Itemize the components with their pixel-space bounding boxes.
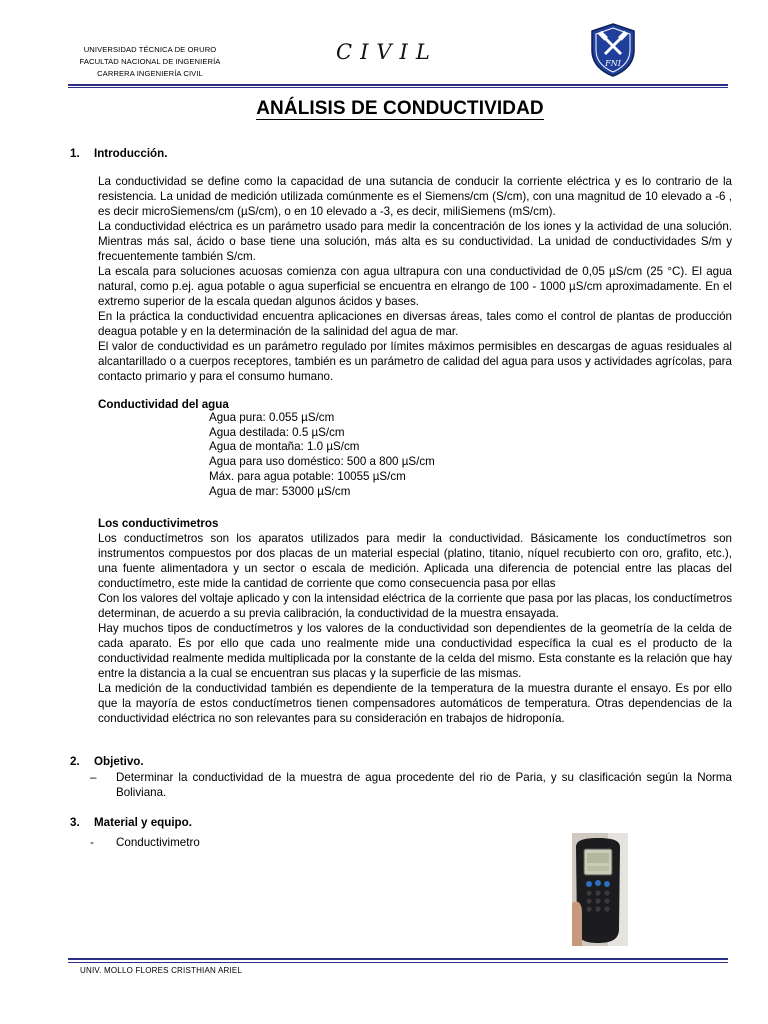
paragraph: En la práctica la conductividad encuentra aplicaciones en diversas áreas, tales como el control de plantas de producción deagua potable y en la determinación de la salinidad del agua de mar. bbox=[98, 310, 732, 338]
institution-line: UNIVERSIDAD TÉCNICA DE ORURO bbox=[83, 45, 217, 54]
institution-block bbox=[70, 44, 230, 80]
list-item: Máx. para agua potable: 10055 µS/cm bbox=[209, 469, 406, 483]
header-rule-thin bbox=[68, 87, 728, 88]
footer-rule-thin bbox=[68, 962, 728, 963]
section-number: 2. bbox=[70, 755, 80, 768]
section-materials-heading bbox=[70, 815, 192, 830]
objective-text: Determinar la conductividad de la muestra de agua procedente del rio de Paria, y su clasificación según la Norma Boliviana. bbox=[116, 771, 732, 799]
section-number: 1. bbox=[70, 147, 80, 160]
section-title: Introducción. bbox=[94, 147, 168, 160]
footer-rule bbox=[68, 958, 728, 960]
section-introduction-heading bbox=[70, 146, 167, 161]
paragraph: El valor de conductividad es un parámetro regulado por límites máximos permisibles en descargas de aguas residuales al alcantarillado o a cuerpos receptores, también es un parámetro de calidad del agua para usos y actividades agrícolas, para contacto primario y para el consumo humano. bbox=[98, 340, 732, 383]
list-item: Agua de mar: 53000 µS/cm bbox=[209, 484, 351, 498]
footer-author: UNIV. MOLLO FLORES CRISTHIAN ARIEL bbox=[80, 966, 243, 975]
paragraph: La medición de la conductividad también es dependiente de la temperatura de la muestra durante el ensayo. Es por ello que la mayoría de estos conductímetros tienen compensadores automáticos de temperatura. Otras dependencias de la conductividad eléctrica no son relevantes para su consideración en trabajos de hidroponía. bbox=[98, 682, 732, 725]
section-number: 3. bbox=[70, 816, 80, 829]
bullet-dash: - bbox=[90, 836, 94, 849]
conductimeters-body bbox=[98, 531, 732, 726]
document-title bbox=[0, 98, 768, 120]
institution-line: CARRERA INGENIERÍA CIVIL bbox=[97, 69, 203, 78]
paragraph: Con los valores del voltaje aplicado y con la intensidad eléctrica de la corriente que pasa por las placas, los conductímetros determinan, de acuerdo a su previa calibración, la conductividad de la muestra ensayada. bbox=[98, 592, 732, 620]
water-conductivity-list bbox=[209, 411, 435, 499]
conductivimeter-illustration bbox=[572, 833, 628, 946]
paragraph: Hay muchos tipos de conductímetros y los valores de la conductividad son dependientes de la geometría de la celda de cada aparato. Es por ello que cada uno realmente mide una conductividad específica la cual es el producto de la conductividad realmente medida multiplicada por la constante de la celda del mismo. Esta constante es la relación que hay entre la distancia a la cual se encuentran sus placas y la superficie de las mismas. bbox=[98, 622, 732, 680]
objective-item bbox=[90, 770, 732, 800]
civil-wordmark: CIVIL bbox=[336, 40, 438, 64]
water-conductivity-heading: Conductividad del agua bbox=[98, 398, 229, 411]
logo-text: FNI bbox=[605, 59, 621, 68]
list-item: Agua para uso doméstico: 500 a 800 µS/cm bbox=[209, 455, 435, 469]
paragraph: La escala para soluciones acuosas comienza con agua ultrapura con una conductividad de 0,05 µS/cm (25 °C). El agua natural, como p.ej. agua potable o agua superficial se encuentra en elrango de 100 - 1000 µS/cm aproximadamente. En el extremo superior de la escala quedan algunos ácidos y bases. bbox=[98, 265, 732, 308]
list-item: Agua de montaña: 1.0 µS/cm bbox=[209, 440, 360, 454]
list-item: Agua destilada: 0.5 µS/cm bbox=[209, 425, 345, 439]
institution-line: FACULTAD NACIONAL DE INGENIERÍA bbox=[79, 57, 221, 66]
conductimeters-heading: Los conductivimetros bbox=[98, 517, 219, 530]
conductivimeter-photo bbox=[572, 833, 628, 946]
section-title: Objetivo. bbox=[94, 755, 144, 768]
bullet-dash: – bbox=[90, 771, 97, 784]
section-objective-heading bbox=[70, 754, 144, 769]
materials-text: Conductivimetro bbox=[116, 836, 200, 849]
paragraph: La conductividad eléctrica es un parámetro usado para medir la concentración de los iones y la actividad de una solución. Mientras más sal, ácido o base tiene una solución, más alta es su conductividad. La unidad de conductividades S/m y frecuentemente también S/cm. bbox=[98, 220, 732, 263]
header-rule bbox=[68, 84, 728, 86]
introduction-body bbox=[98, 174, 732, 384]
paragraph: Los conductímetros son los aparatos utilizados para medir la conductividad. Básicamente los conductímetros son instrumentos compuestos por dos placas de un material especial (platino, titanio, níquel recubierto con oro, grafito, etc.), una fuente alimentadora y un sector o escala de medición. Aplicada una diferencia de potencial entre las placas del conductímetro, este mide la cantidad de corriente que como consecuencia pasa por ellas bbox=[98, 532, 732, 590]
document-title-text: ANÁLISIS DE CONDUCTIVIDAD bbox=[256, 98, 544, 119]
paragraph: La conductividad se define como la capacidad de una sutancia de conducir la corriente eléctrica y es lo contrario de la resistencia. La unidad de medición utilizada comúnmente es el Siemens/cm (S/cm), con una magnitud de 10 elevado a -6 , es decir microSiemens/cm (µS/cm), o en 10 elevado a -3, es decir, miliSiemens (mS/cm). bbox=[98, 175, 732, 218]
section-title: Material y equipo. bbox=[94, 816, 192, 829]
list-item: Agua pura: 0.055 µS/cm bbox=[209, 411, 335, 424]
fni-shield-logo bbox=[589, 22, 637, 78]
materials-item bbox=[90, 835, 732, 850]
